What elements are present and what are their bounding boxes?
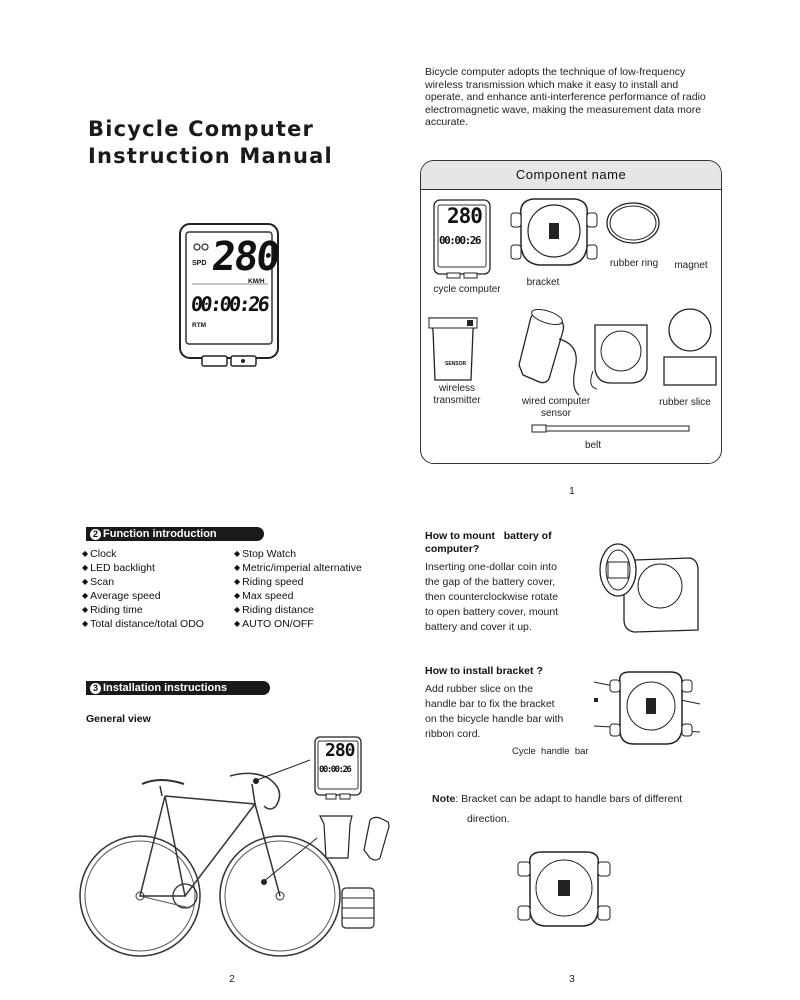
install-section-number: 3: [90, 683, 101, 694]
display-unit: KM/H: [248, 278, 265, 285]
general-view-magnet: [338, 886, 378, 932]
battery-line: Inserting one-dollar coin into: [425, 561, 557, 573]
note-block: [432, 792, 682, 807]
label-cycle-computer: cycle computer: [433, 284, 501, 295]
bracket-line: on the bicycle handle bar with: [425, 713, 564, 725]
page-number-2: 2: [229, 973, 235, 985]
general-view-computer: [314, 736, 362, 800]
display-time: 00:00:26: [189, 292, 269, 316]
display-speed: 280: [209, 234, 281, 280]
label-magnet: magnet: [674, 260, 708, 271]
function-section-number: 2: [90, 529, 101, 540]
feature-item: ◆ Stop Watch: [234, 547, 362, 561]
cycle-computer-illustration: [178, 222, 280, 368]
rubber-slice-drawing: [663, 356, 717, 386]
label-bracket: bracket: [526, 277, 560, 288]
bracket-bottom-drawing: [514, 846, 614, 936]
note-text-line-1: : Bracket can be adapt to handle bars of different: [455, 793, 683, 805]
belt-drawing: [531, 423, 691, 433]
small-display-speed: 280: [447, 204, 482, 228]
general-view-heading: General view: [86, 713, 151, 725]
gv-display-time: 00:00:26: [319, 765, 351, 775]
handle-bar-label: Cycle handle bar: [512, 746, 589, 757]
magnet-drawing: [667, 307, 713, 353]
bracket-line: handle bar to fix the bracket: [425, 698, 555, 710]
page-number-3: 3: [569, 973, 575, 985]
battery-heading-line-2: computer?: [425, 543, 480, 555]
feature-item: ◆ Total distance/total ODO: [82, 617, 204, 631]
bracket-drawing: [509, 193, 599, 273]
title-line-2: Instruction Manual: [88, 144, 333, 168]
feature-item: ◆ Riding time: [82, 603, 204, 617]
function-section-title: Function introduction: [103, 528, 217, 540]
rubber-ring-drawing: [605, 201, 661, 245]
feature-item: ◆ Clock: [82, 547, 204, 561]
wired-sensor-drawing: [509, 309, 589, 399]
bracket-handlebar-drawing: [592, 668, 702, 758]
component-heading: Component name: [421, 161, 721, 190]
page-number-1: 1: [569, 485, 575, 497]
battery-instructions: [425, 560, 558, 635]
features-left-list: [82, 547, 204, 631]
bracket-instructions: [425, 682, 563, 742]
general-view-sensors: [318, 814, 398, 864]
label-transmitter: transmitter: [433, 395, 481, 406]
install-section-header: [86, 681, 270, 695]
wireless-transmitter-drawing: [427, 316, 479, 382]
feature-item: ◆ Average speed: [82, 589, 204, 603]
note-text-line-2: direction.: [467, 813, 510, 825]
manual-title: [88, 116, 333, 170]
small-display-time: 00:00:26: [439, 234, 480, 247]
battery-line: then counterclockwise rotate: [425, 591, 559, 603]
battery-cover-drawing: [594, 540, 704, 640]
feature-item: ◆ Scan: [82, 575, 204, 589]
gv-display-speed: 280: [325, 740, 355, 761]
feature-item: ◆ Riding speed: [234, 575, 362, 589]
bracket-line: Add rubber slice on the: [425, 683, 533, 695]
label-wired-computer: wired computer: [521, 396, 591, 407]
note-label: Note: [432, 793, 456, 805]
feature-item: ◆ Riding distance: [234, 603, 362, 617]
display-spd-label: SPD: [192, 260, 207, 267]
features-right-list: [234, 547, 362, 631]
battery-heading: [425, 530, 552, 556]
battery-line: the gap of the battery cover,: [425, 576, 556, 588]
display-mode: RTM: [192, 322, 207, 329]
component-box: [420, 160, 722, 464]
label-rubber-ring: rubber ring: [609, 258, 659, 269]
feature-item: ◆ AUTO ON/OFF: [234, 617, 362, 631]
transmitter-sensor-text: SENSOR: [445, 361, 467, 367]
sensor-module-drawing: [591, 321, 651, 387]
small-cycle-computer: [433, 199, 491, 279]
feature-item: ◆ Metric/imperial alternative: [234, 561, 362, 575]
battery-heading-line-1: How to mount battery of: [425, 530, 552, 542]
intro-paragraph: Bicycle computer adopts the technique of low-frequency wireless transmission which make it easy to install and operate, and enhance anti-interference performance of radio electromagnetic wave, making the measurement data more accurate.: [425, 66, 706, 128]
label-belt: belt: [584, 440, 602, 451]
function-section-header: [86, 527, 264, 541]
label-wireless: wireless: [438, 383, 476, 394]
feature-item: ◆ Max speed: [234, 589, 362, 603]
label-sensor: sensor: [540, 408, 571, 419]
battery-line: to open battery cover, mount: [425, 606, 559, 618]
feature-item: ◆ LED backlight: [82, 561, 204, 575]
label-rubber-slice: rubber slice: [659, 397, 711, 408]
title-line-1: Bicycle Computer: [88, 117, 315, 141]
bracket-line: ribbon cord.: [425, 728, 481, 740]
bracket-heading: How to install bracket ?: [425, 665, 543, 677]
battery-line: battery and cover it up.: [425, 621, 532, 633]
install-section-title: Installation instructions: [103, 682, 228, 694]
